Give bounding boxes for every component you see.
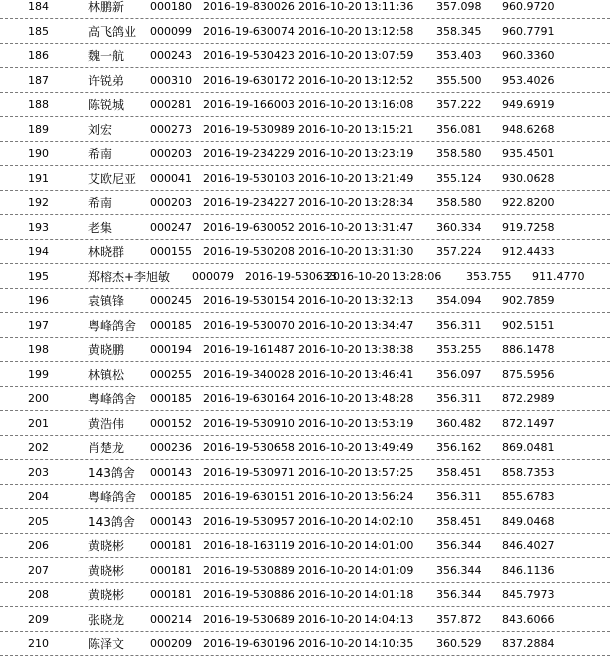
member-name: 黄晓鹏 (88, 344, 124, 356)
rank-number: 203 (28, 467, 49, 479)
arrival-time: 13:07:59 (364, 50, 413, 62)
arrival-date: 2016-10-20 (326, 271, 390, 283)
points-value: 846.1136 (502, 565, 555, 577)
ring-number: 2016-19-530658 (203, 442, 295, 454)
points-value: 849.0468 (502, 516, 555, 528)
rank-number: 205 (28, 516, 49, 528)
arrival-date: 2016-10-20 (298, 173, 362, 185)
member-id: 000273 (150, 124, 192, 136)
ring-number: 2016-19-530103 (203, 173, 295, 185)
arrival-time: 14:04:13 (364, 614, 413, 626)
speed-value: 356.311 (436, 491, 482, 503)
arrival-time: 13:12:52 (364, 75, 413, 87)
arrival-time: 13:31:47 (364, 222, 413, 234)
member-name: 高飞鸽业 (88, 26, 136, 38)
points-value: 948.6268 (502, 124, 555, 136)
member-id: 000041 (150, 173, 192, 185)
rank-number: 208 (28, 589, 49, 601)
member-name: 林镇松 (88, 369, 124, 381)
arrival-time: 13:23:19 (364, 148, 413, 160)
table-row (0, 0, 610, 19)
arrival-time: 13:32:13 (364, 295, 413, 307)
ring-number: 2016-19-530889 (203, 565, 295, 577)
member-name: 黄晓彬 (88, 565, 124, 577)
member-id: 000143 (150, 467, 192, 479)
arrival-time: 14:01:09 (364, 565, 413, 577)
rank-number: 210 (28, 638, 49, 650)
member-id: 000181 (150, 540, 192, 552)
member-id: 000194 (150, 344, 192, 356)
speed-value: 356.311 (436, 320, 482, 332)
member-name: 刘宏 (88, 124, 112, 136)
member-id: 000099 (150, 26, 192, 38)
arrival-time: 13:48:28 (364, 393, 413, 405)
member-name: 黄晓彬 (88, 589, 124, 601)
arrival-date: 2016-10-20 (298, 222, 362, 234)
points-value: 953.4026 (502, 75, 555, 87)
points-value: 919.7258 (502, 222, 555, 234)
member-id: 000203 (150, 197, 192, 209)
member-id: 000181 (150, 565, 192, 577)
arrival-time: 13:15:21 (364, 124, 413, 136)
speed-value: 353.755 (466, 271, 512, 283)
rank-number: 207 (28, 565, 49, 577)
member-id: 000079 (192, 271, 234, 283)
points-value: 886.1478 (502, 344, 555, 356)
rank-number: 209 (28, 614, 49, 626)
member-id: 000143 (150, 516, 192, 528)
table-row (0, 436, 610, 461)
rank-number: 206 (28, 540, 49, 552)
speed-value: 357.098 (436, 1, 482, 13)
member-id: 000185 (150, 320, 192, 332)
speed-value: 356.344 (436, 565, 482, 577)
table-row (0, 93, 610, 118)
arrival-date: 2016-10-20 (298, 295, 362, 307)
member-name: 张晓龙 (88, 614, 124, 626)
speed-value: 357.224 (436, 246, 482, 258)
speed-value: 358.345 (436, 26, 482, 38)
speed-value: 360.334 (436, 222, 482, 234)
member-name: 143鸽舍 (88, 516, 135, 528)
points-value: 869.0481 (502, 442, 555, 454)
member-name: 袁镇锋 (88, 295, 124, 307)
ring-number: 2016-19-161487 (203, 344, 295, 356)
points-value: 872.1497 (502, 418, 555, 430)
arrival-time: 14:01:18 (364, 589, 413, 601)
points-value: 843.6066 (502, 614, 555, 626)
points-value: 935.4501 (502, 148, 555, 160)
arrival-date: 2016-10-20 (298, 197, 362, 209)
points-value: 960.7791 (502, 26, 555, 38)
ring-number: 2016-19-530633 (245, 271, 337, 283)
speed-value: 358.451 (436, 467, 482, 479)
arrival-time: 13:46:41 (364, 369, 413, 381)
arrival-date: 2016-10-20 (298, 246, 362, 258)
rank-number: 204 (28, 491, 49, 503)
ring-number: 2016-19-530989 (203, 124, 295, 136)
points-value: 846.4027 (502, 540, 555, 552)
table-row (0, 509, 610, 534)
arrival-date: 2016-10-20 (298, 124, 362, 136)
member-id: 000245 (150, 295, 192, 307)
rank-number: 202 (28, 442, 49, 454)
arrival-time: 13:28:06 (392, 271, 441, 283)
arrival-time: 13:12:58 (364, 26, 413, 38)
member-name: 郑榕杰+李旭敏 (88, 271, 170, 283)
ring-number: 2016-19-830026 (203, 1, 295, 13)
member-id: 000281 (150, 99, 192, 111)
rank-number: 196 (28, 295, 49, 307)
arrival-time: 14:01:00 (364, 540, 413, 552)
ring-number: 2016-19-630052 (203, 222, 295, 234)
rank-number: 189 (28, 124, 49, 136)
arrival-date: 2016-10-20 (298, 369, 362, 381)
arrival-date: 2016-10-20 (298, 589, 362, 601)
table-row (0, 117, 610, 142)
arrival-date: 2016-10-20 (298, 418, 362, 430)
member-name: 粤峰鸽舍 (88, 320, 136, 332)
speed-value: 356.344 (436, 589, 482, 601)
points-value: 911.4770 (532, 271, 585, 283)
table-row (0, 44, 610, 69)
ring-number: 2016-19-234229 (203, 148, 295, 160)
member-name: 陈泽文 (88, 638, 124, 650)
arrival-time: 13:31:30 (364, 246, 413, 258)
member-id: 000155 (150, 246, 192, 258)
member-id: 000180 (150, 1, 192, 13)
member-name: 黄晓彬 (88, 540, 124, 552)
arrival-time: 14:10:35 (364, 638, 413, 650)
member-id: 000243 (150, 50, 192, 62)
points-value: 855.6783 (502, 491, 555, 503)
member-name: 粤峰鸽舍 (88, 393, 136, 405)
table-row (0, 240, 610, 265)
speed-value: 354.094 (436, 295, 482, 307)
points-value: 837.2884 (502, 638, 555, 650)
member-name: 陈锐城 (88, 99, 124, 111)
speed-value: 356.162 (436, 442, 482, 454)
arrival-time: 13:16:08 (364, 99, 413, 111)
arrival-date: 2016-10-20 (298, 516, 362, 528)
table-row (0, 534, 610, 559)
rank-number: 201 (28, 418, 49, 430)
speed-value: 355.500 (436, 75, 482, 87)
member-name: 林晓群 (88, 246, 124, 258)
table-row (0, 142, 610, 167)
arrival-date: 2016-10-20 (298, 565, 362, 577)
ring-number: 2016-19-630196 (203, 638, 295, 650)
arrival-date: 2016-10-20 (298, 50, 362, 62)
ring-number: 2016-19-630172 (203, 75, 295, 87)
ring-number: 2016-19-530971 (203, 467, 295, 479)
arrival-date: 2016-10-20 (298, 467, 362, 479)
rank-number: 185 (28, 26, 49, 38)
ring-number: 2016-19-530208 (203, 246, 295, 258)
member-id: 000152 (150, 418, 192, 430)
arrival-date: 2016-10-20 (298, 614, 362, 626)
ring-number: 2016-19-530886 (203, 589, 295, 601)
table-row (0, 460, 610, 485)
arrival-date: 2016-10-20 (298, 148, 362, 160)
arrival-date: 2016-10-20 (298, 26, 362, 38)
speed-value: 360.529 (436, 638, 482, 650)
ring-number: 2016-19-166003 (203, 99, 295, 111)
table-row (0, 191, 610, 216)
member-id: 000255 (150, 369, 192, 381)
rank-number: 192 (28, 197, 49, 209)
member-id: 000247 (150, 222, 192, 234)
ring-number: 2016-19-530423 (203, 50, 295, 62)
rank-number: 198 (28, 344, 49, 356)
arrival-time: 13:53:19 (364, 418, 413, 430)
ring-number: 2016-19-340028 (203, 369, 295, 381)
member-id: 000181 (150, 589, 192, 601)
ring-number: 2016-19-530689 (203, 614, 295, 626)
rank-number: 186 (28, 50, 49, 62)
points-value: 949.6919 (502, 99, 555, 111)
rank-number: 197 (28, 320, 49, 332)
table-row (0, 166, 610, 191)
rank-number: 188 (28, 99, 49, 111)
ring-number: 2016-18-163119 (203, 540, 295, 552)
table-row (0, 411, 610, 436)
arrival-time: 13:34:47 (364, 320, 413, 332)
speed-value: 356.311 (436, 393, 482, 405)
speed-value: 358.580 (436, 197, 482, 209)
arrival-time: 13:21:49 (364, 173, 413, 185)
ring-number: 2016-19-234227 (203, 197, 295, 209)
rank-number: 191 (28, 173, 49, 185)
rank-number: 190 (28, 148, 49, 160)
points-value: 922.8200 (502, 197, 555, 209)
member-id: 000203 (150, 148, 192, 160)
table-row (0, 68, 610, 93)
speed-value: 357.872 (436, 614, 482, 626)
speed-value: 356.344 (436, 540, 482, 552)
points-value: 902.7859 (502, 295, 555, 307)
arrival-date: 2016-10-20 (298, 442, 362, 454)
member-name: 艾欧尼亚 (88, 173, 136, 185)
speed-value: 356.097 (436, 369, 482, 381)
member-name: 黄浩伟 (88, 418, 124, 430)
points-value: 960.9720 (502, 1, 555, 13)
points-value: 872.2989 (502, 393, 555, 405)
arrival-date: 2016-10-20 (298, 344, 362, 356)
arrival-time: 14:02:10 (364, 516, 413, 528)
arrival-date: 2016-10-20 (298, 393, 362, 405)
arrival-date: 2016-10-20 (298, 320, 362, 332)
speed-value: 360.482 (436, 418, 482, 430)
rank-number: 193 (28, 222, 49, 234)
speed-value: 357.222 (436, 99, 482, 111)
arrival-time: 13:38:38 (364, 344, 413, 356)
arrival-date: 2016-10-20 (298, 1, 362, 13)
arrival-date: 2016-10-20 (298, 491, 362, 503)
ring-number: 2016-19-530910 (203, 418, 295, 430)
table-row (0, 313, 610, 338)
table-row (0, 632, 610, 656)
arrival-time: 13:28:34 (364, 197, 413, 209)
table-row (0, 289, 610, 314)
points-value: 902.5151 (502, 320, 555, 332)
ring-number: 2016-19-630074 (203, 26, 295, 38)
member-name: 希南 (88, 197, 112, 209)
table-row (0, 19, 610, 44)
arrival-date: 2016-10-20 (298, 99, 362, 111)
rank-number: 194 (28, 246, 49, 258)
points-value: 858.7353 (502, 467, 555, 479)
speed-value: 353.403 (436, 50, 482, 62)
member-id: 000209 (150, 638, 192, 650)
arrival-date: 2016-10-20 (298, 75, 362, 87)
member-name: 林鹏新 (88, 1, 124, 13)
member-name: 肖楚龙 (88, 442, 124, 454)
member-id: 000236 (150, 442, 192, 454)
points-value: 912.4433 (502, 246, 555, 258)
rank-number: 187 (28, 75, 49, 87)
arrival-time: 13:11:36 (364, 1, 413, 13)
member-id: 000185 (150, 491, 192, 503)
table-row (0, 215, 610, 240)
ring-number: 2016-19-630164 (203, 393, 295, 405)
member-name: 老集 (88, 222, 112, 234)
member-name: 许锐弟 (88, 75, 124, 87)
table-row (0, 583, 610, 608)
speed-value: 355.124 (436, 173, 482, 185)
speed-value: 356.081 (436, 124, 482, 136)
table-row (0, 485, 610, 510)
points-value: 930.0628 (502, 173, 555, 185)
rank-number: 199 (28, 369, 49, 381)
ring-number: 2016-19-630151 (203, 491, 295, 503)
ring-number: 2016-19-530957 (203, 516, 295, 528)
points-value: 845.7973 (502, 589, 555, 601)
points-value: 960.3360 (502, 50, 555, 62)
member-name: 魏一航 (88, 50, 124, 62)
table-row (0, 264, 610, 289)
ring-number: 2016-19-530154 (203, 295, 295, 307)
member-id: 000214 (150, 614, 192, 626)
points-value: 875.5956 (502, 369, 555, 381)
speed-value: 358.580 (436, 148, 482, 160)
arrival-time: 13:56:24 (364, 491, 413, 503)
arrival-time: 13:57:25 (364, 467, 413, 479)
table-row (0, 338, 610, 363)
rank-number: 195 (28, 271, 49, 283)
table-row (0, 362, 610, 387)
member-name: 希南 (88, 148, 112, 160)
arrival-time: 13:49:49 (364, 442, 413, 454)
arrival-date: 2016-10-20 (298, 638, 362, 650)
rank-number: 184 (28, 1, 49, 13)
arrival-date: 2016-10-20 (298, 540, 362, 552)
rank-number: 200 (28, 393, 49, 405)
member-name: 143鸽舍 (88, 467, 135, 479)
table-row (0, 387, 610, 412)
member-id: 000185 (150, 393, 192, 405)
member-name: 粤峰鸽舍 (88, 491, 136, 503)
table-row (0, 558, 610, 583)
table-row (0, 607, 610, 632)
ring-number: 2016-19-530070 (203, 320, 295, 332)
speed-value: 353.255 (436, 344, 482, 356)
member-id: 000310 (150, 75, 192, 87)
speed-value: 358.451 (436, 516, 482, 528)
